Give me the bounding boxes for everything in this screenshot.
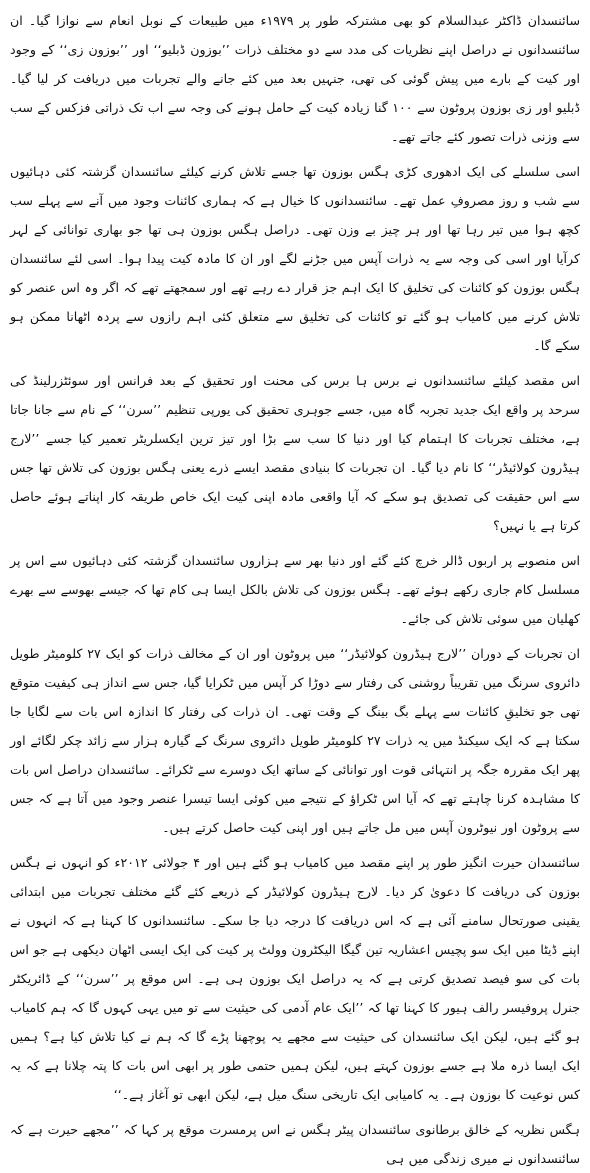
article-paragraph-6: سائنسدان حیرت انگیز طور پر اپنے مقصد میں کامیاب ہو گئے ہیں اور ۴ جولائی ۲۰۱۲ء کو انہوں نے ہگس بوزون کی دریافت کا دعویٰ کر دیا۔ لارج ہیڈرون کولائیڈر کے ذریعے کئے گئے مختلف تجربات میں ابتدائی یقینی صورتحال سامنے آئی ہے کہ اس دریافت کا درجہ دیا جا سکے۔ سائنسدانوں کا کہنا ہے کہ انہوں نے اپنے ڈیٹا میں ایک سو پچیس اعشاریہ تین گیگا الیکٹرون وولٹ پر کیت کی ایک ایسی اٹھان دیکھی ہے جو اس بات کی سو فیصد تصدیق کرتی ہے کہ یہ دراصل ایک بوزون ہی ہے۔ اس موقع پر ’’سرن‘‘ کے ڈائریکٹر جنرل پروفیسر رالف ہیور کا کہنا تھا کہ ’’ایک عام آدمی کی حیثیت سے تو میں یہی کہوں گا کہ ہم کامیاب ہو گئے ہیں، لیکن ایک سائنسدان کی حیثیت سے مجھے یہ پوچھنا پڑے گا کہ ہم نے کیا تلاش کیا ہے؟ ہمیں ایک ایسا ذرہ ملا ہے جسے بوزون کہتے ہیں، لیکن ہمیں حتمی طور پر ابھی اس بات کا پتہ چلانا ہے کہ یہ کس نوعیت کا بوزون ہے۔ یہ کامیابی ایک تاریخی سنگ میل ہے، لیکن ابھی تو آغاز ہے۔‘‘ (10, 855, 580, 1102)
article-paragraph-4: اس منصوبے پر اربوں ڈالر خرچ کئے گئے اور دنیا بھر سے ہزاروں سائنسدان گزشتہ کئی دہائیوں سے اس پر مسلسل کام جاری رکھے ہوئے تھے۔ ہگس بوزون کی تلاش بالکل ایسا ہی کام تھا کہ جیسے بھوسے سے بھرے کھلیان میں سوئی تلاش کی جائے۔ (10, 553, 580, 626)
article-paragraph-3: اس مقصد کیلئے سائنسدانوں نے برس ہا برس کی محنت اور تحقیق کے بعد فرانس اور سوئٹزرلینڈ کی سرحد پر واقع ایک جدید تجربہ گاہ میں، جسے جوہری تحقیق کی یورپی تنظیم ’’سرن‘‘ کے نام سے جانا جاتا ہے، مختلف تجربات کا اہتمام کیا اور دنیا کا سب سے بڑا اور تیز ترین ایکسلریٹر تعمیر کیا جسے ’’لارج ہیڈرون کولائیڈر‘‘ کا نام دیا گیا۔ ان تجربات کا بنیادی مقصد ایسے ذرے یعنی ہگس بوزون کی تلاش تھا جس سے اس حقیقت کی تصدیق ہو سکے کہ آیا واقعی مادہ اپنی کیت ایک خاص طریقہ کار اپناتے ہوئے حاصل کرتا ہے یا نہیں؟ (10, 373, 580, 533)
article-paragraph-1: سائنسدان ڈاکٹر عبدالسلام کو بھی مشترکہ طور پر ۱۹۷۹ء میں طبیعات کے نوبل انعام سے نوازا گیا۔ ان سائنسدانوں نے دراصل اپنے نظریات کی مدد سے دو مختلف ذرات ’’بوزون ڈبلیو‘‘ اور ’’بوزون زی‘‘ کے وجود اور کیت کے بارے میں پیش گوئی کی تھی، جنہیں بعد میں کئے جانے والے تجربات میں دریافت کر لیا گیا۔ ڈبلیو اور زی بوزون پروٹون سے ۱۰۰ گنا زیادہ کیت کے حامل ہونے کی وجہ سے اب تک ذراتی فزکس کے سب سے وزنی ذرات تصور کئے جاتے تھے۔ (10, 13, 581, 144)
article-paragraph-2: اسی سلسلے کی ایک ادھوری کڑی ہگس بوزون تھا جسے تلاش کرنے کیلئے سائنسدان گزشتہ کئی دہائیوں سے شب و روز مصروفِ عمل تھے۔ سائنسدانوں کا خیال ہے کہ ہماری کائنات وجود میں آنے سے پہلے سب کچھ ہوا میں تیر رہا تھا اور ہر چیز بے وزن تھی۔ دراصل ہگس بوزون ہی تھا جو بھاری توانائی کے لہر کرآیا اور اسی کی وجہ سے یہ ذرات آپس میں جڑنے لگے اور ان کا مادہ کیت پیدا ہوا۔ اسی لئے سائنسدان ہگس بوزون کو کائنات کی تخلیق کا ایک اہم جز قرار دے رہے تھے اور سمجھتے تھے کہ اگر وہ اس عنصر کو تلاش کرنے میں کامیاب ہو گئے تو کائنات کی تخلیق سے متعلق کئی اہم رازوں سے پردہ اٹھانا ممکن ہو سکے گا۔ (10, 164, 580, 353)
article-paragraph-5: ان تجربات کے دوران ’’لارج ہیڈرون کولائیڈر‘‘ میں پروٹون اور ان کے مخالف ذرات کو ایک ۲۷ کلومیٹر طویل دائروی سرنگ میں تقریباً روشنی کی رفتار سے دوڑا کر آپس میں ٹکرایا گیا، جس سے انداز ہی کیفیت متوقع تھی جو تخلیقِ کائنات سے پہلے بگ بینگ کے وقت تھی۔ ان ذرات کی رفتار کا اندازہ اس بات سے لگایا جا سکتا ہے کہ ایک سیکنڈ میں یہ ذرات ۲۷ کلومیٹر طویل دائروی سرنگ کے گیارہ ہزار سے زائد چکر لگائے اور پھر ایک مقررہ جگہ پر انتہائی قوت اور توانائی کے ساتھ ایک دوسرے سے ٹکرائے۔ سائنسدان دراصل اس بات کا مشاہدہ کرنا چاہتے تھے کہ آیا اس ٹکراؤ کے نتیجے میں کوئی ایسا تیسرا عنصر وجود میں آتا ہے کہ جس سے پروٹون اور نیوٹرون آپس میں مل جاتے ہیں اور اپنی کیت حاصل کرتے ہیں۔ (10, 646, 580, 835)
article-paragraph-7: ہگس نظریہ کے خالق برطانوی سائنسدان پیٹر ہگس نے اس پرمسرت موقع پر کہا کہ ’’مجھے حیرت ہے کہ سائنسدانوں نے میری زندگی میں ہی (10, 1122, 580, 1166)
